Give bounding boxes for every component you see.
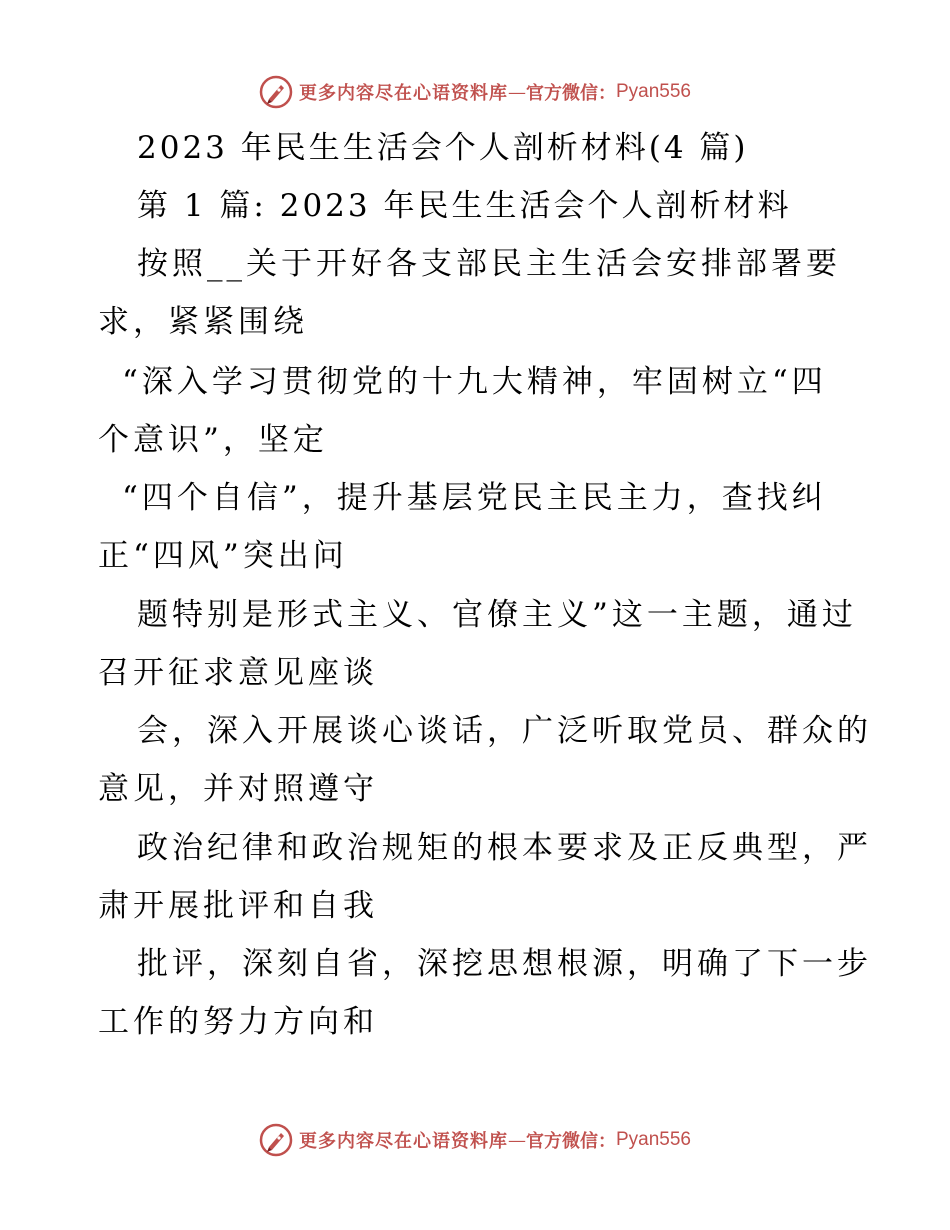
body-line: “深入学习贯彻党的十九大精神，牢固树立“四 <box>122 364 827 400</box>
body-line: 题特别是形式主义、官僚主义”这一主题，通过 <box>137 597 857 633</box>
watermark-wechat-label: 官方微信： <box>525 83 616 104</box>
body-line: “四个自信”，提升基层党民主民主力，查找纠 <box>122 480 827 516</box>
header-watermark <box>0 72 950 112</box>
pen-nib-logo-icon <box>259 75 293 109</box>
body-line: 意见，并对照遵守 <box>98 771 378 807</box>
body-line: 按照__关于开好各支部民主生活会安排部署要 <box>137 246 841 282</box>
watermark-wechat-id: Pyan556 <box>615 81 691 102</box>
body-line: 会，深入开展谈心谈话，广泛听取党员、群众的 <box>137 713 872 749</box>
watermark-text: 更多内容尽在心语资料库 <box>298 83 508 104</box>
body-line: 召开征求意见座谈 <box>98 655 378 691</box>
document-subtitle: 第 1 篇: 2023 年民生生活会个人剖析材料 <box>137 188 792 224</box>
watermark-separator: — <box>507 1129 526 1151</box>
body-line: 正“四风”突出问 <box>98 538 348 574</box>
watermark-wechat-id: Pyan556 <box>615 1129 691 1150</box>
watermark-wechat-label: 官方微信： <box>525 1131 616 1152</box>
body-line: 肃开展批评和自我 <box>98 888 378 924</box>
body-line: 个意识”，坚定 <box>98 422 328 458</box>
watermark-text: 更多内容尽在心语资料库 <box>298 1131 508 1152</box>
body-line: 政治纪律和政治规矩的根本要求及正反典型，严 <box>137 830 872 866</box>
footer-watermark <box>0 1120 950 1160</box>
body-line: 工作的努力方向和 <box>98 1004 378 1040</box>
pen-nib-logo-icon <box>259 1123 293 1157</box>
document-title: 2023 年民生生活会个人剖析材料(4 篇) <box>137 130 749 166</box>
body-line: 求，紧紧围绕 <box>98 304 308 340</box>
watermark-separator: — <box>507 81 526 103</box>
body-line: 批评，深刻自省，深挖思想根源，明确了下一步 <box>137 946 872 982</box>
